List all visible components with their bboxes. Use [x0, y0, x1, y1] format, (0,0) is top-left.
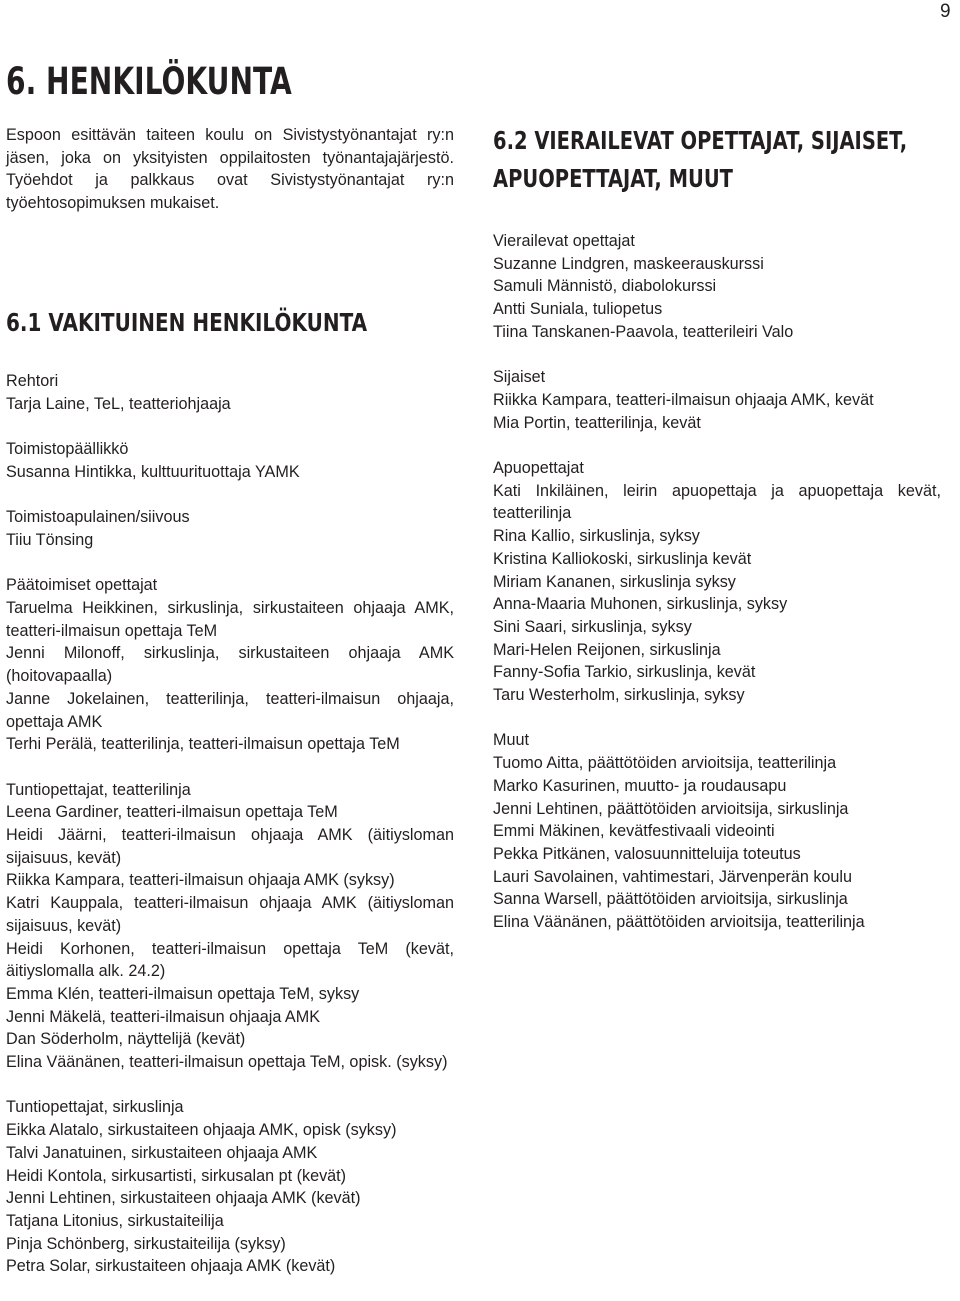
staff-entry: Rina Kallio, sirkuslinja, syksy: [493, 527, 700, 546]
staff-entry: Dan Söderholm, näyttelijä (kevät): [6, 1030, 246, 1049]
staff-entry: Pinja Schönberg, sirkustaiteilija (syksy): [6, 1234, 286, 1253]
staff-entry: Tiiu Tönsing: [6, 530, 94, 549]
permanent-staff-list: [6, 370, 454, 1301]
staff-entry: Heidi Korhonen, teatteri-ilmaisun opettaja TeM (kevät, äitiyslomalla alk. 24.2): [6, 939, 454, 981]
staff-entry: Taru Westerholm, sirkuslinja, syksy: [493, 686, 745, 705]
staff-entry: Katri Kauppala, teatteri-ilmaisun ohjaaja AMK (äitiysloman sijaisuus, kevät): [6, 894, 454, 935]
group-apuopettajat: [493, 457, 941, 707]
group-label: Toimistoapulainen/siivous: [6, 508, 190, 527]
section-heading-visiting-staff: 6.2 VIERAILEVAT OPETTAJAT, SIJAISET, APUOPETTAJAT, MUUT: [493, 126, 908, 193]
group-label: Apuopettajat: [493, 459, 584, 477]
group-tuntiopettajat-sirkus: [6, 1096, 454, 1278]
staff-entry: Jenni Lehtinen, päättötöiden arvioitsija, sirkuslinja: [493, 799, 849, 818]
group-label: Rehtori: [6, 372, 59, 390]
staff-entry: Sini Saari, sirkuslinja, syksy: [493, 617, 692, 636]
staff-entry: Kristina Kalliokoski, sirkuslinja kevät: [493, 549, 752, 568]
staff-entry: Susanna Hintikka, kulttuurituottaja YAMK: [6, 462, 300, 481]
staff-entry: Sanna Warsell, päättötöiden arvioitsija, sirkuslinja: [493, 890, 848, 909]
staff-entry: Mia Portin, teatterilinja, kevät: [493, 413, 701, 432]
staff-entry: Emmi Mäkinen, kevätfestivaali videointi: [493, 822, 775, 841]
intro-paragraph: Espoon esittävän taiteen koulu on Sivistystyönantajat ry:n jäsen, joka on yksityisten oppilaitosten työnantajajärjestö. Työehdot ja palkkaus ovat Sivistystyönantajat ry:n työehtosopimuksen mukaiset.: [6, 126, 454, 213]
staff-entry: Marko Kasurinen, muutto- ja roudausapu: [493, 776, 787, 795]
staff-entry: Samuli Männistö, diabolokurssi: [493, 277, 717, 296]
staff-entry: Petra Solar, sirkustaiteen ohjaaja AMK (kevät): [6, 1257, 336, 1276]
staff-entry: Antti Suniala, tuliopetus: [493, 300, 663, 319]
group-label: Vierailevat opettajat: [493, 232, 635, 250]
group-label: Muut: [493, 731, 529, 750]
page-number: 9: [940, 1, 951, 22]
staff-entry: Riikka Kampara, teatteri-ilmaisun ohjaaja AMK, kevät: [493, 390, 874, 409]
staff-entry: Janne Jokelainen, teatterilinja, teatteri-ilmaisun ohjaaja, opettaja AMK: [6, 689, 454, 731]
staff-entry: Elina Väänänen, teatteri-ilmaisun opettaja TeM, opisk. (syksy): [6, 1053, 448, 1072]
staff-entry: Tatjana Litonius, sirkustaiteilija: [6, 1211, 224, 1230]
staff-entry: Tuomo Aitta, päättötöiden arvioitsija, teatterilinja: [493, 754, 837, 773]
staff-entry: Terhi Perälä, teatterilinja, teatteri-ilmaisun opettaja TeM: [6, 735, 400, 754]
group-label: Sijaiset: [493, 368, 546, 387]
staff-entry: Jenni Milonoff, sirkuslinja, sirkustaiteen ohjaaja AMK (hoitovapaalla): [6, 644, 454, 686]
staff-entry: Talvi Janatuinen, sirkustaiteen ohjaaja AMK: [6, 1143, 318, 1162]
staff-entry: Mari-Helen Reijonen, sirkuslinja: [493, 640, 721, 659]
group-toimistopaallikko: [6, 438, 454, 483]
staff-entry: Heidi Jäärni, teatteri-ilmaisun ohjaaja AMK (äitiysloman sijaisuus, kevät): [6, 826, 454, 867]
staff-entry: Tarja Laine, TeL, teatteriohjaaja: [6, 394, 231, 413]
group-toimistoapulainen: [6, 506, 454, 551]
staff-entry: Jenni Mäkelä, teatteri-ilmaisun ohjaaja AMK: [6, 1007, 321, 1026]
staff-entry: Miriam Kananen, sirkuslinja syksy: [493, 572, 736, 591]
page-title: 6. HENKILÖKUNTA: [6, 60, 292, 103]
group-paatoimiset-opettajat: [6, 574, 454, 756]
group-label: Tuntiopettajat, teatterilinja: [6, 780, 191, 799]
group-vierailevat: [493, 230, 941, 344]
staff-entry: Elina Väänänen, päättötöiden arvioitsija, teatterilinja: [493, 913, 865, 932]
group-sijaiset: [493, 366, 941, 434]
group-muut: [493, 729, 941, 933]
staff-entry: Lauri Savolainen, vahtimestari, Järvenperän koulu: [493, 867, 853, 886]
visiting-staff-list: [493, 230, 941, 956]
staff-entry: Leena Gardiner, teatteri-ilmaisun opettaja TeM: [6, 803, 338, 822]
group-label: Tuntiopettajat, sirkuslinja: [6, 1098, 184, 1117]
staff-entry: Taruelma Heikkinen, sirkuslinja, sirkustaiteen ohjaaja AMK, teatteri-ilmaisun opettaja TeM: [6, 598, 454, 640]
section-heading-permanent-staff: 6.1 VAKITUINEN HENKILÖKUNTA: [6, 308, 368, 337]
group-label: Toimistopäällikkö: [6, 440, 129, 459]
staff-entry: Riikka Kampara, teatteri-ilmaisun ohjaaja AMK (syksy): [6, 871, 395, 890]
group-label: Päätoimiset opettajat: [6, 576, 158, 595]
staff-entry: Pekka Pitkänen, valosuunnitteluija toteutus: [493, 844, 801, 863]
staff-entry: Kati Inkiläinen, leirin apuopettaja ja apuopettaja kevät, teatterilinja: [493, 481, 941, 523]
staff-entry: Suzanne Lindgren, maskeerauskurssi: [493, 254, 764, 273]
group-rehtori: [6, 370, 454, 415]
staff-entry: Anna-Maaria Muhonen, sirkuslinja, syksy: [493, 595, 788, 614]
group-tuntiopettajat-teatteri: [6, 779, 454, 1074]
staff-entry: Tiina Tanskanen-Paavola, teatterileiri Valo: [493, 322, 794, 341]
staff-entry: Jenni Lehtinen, sirkustaiteen ohjaaja AMK (kevät): [6, 1189, 361, 1208]
staff-entry: Eikka Alatalo, sirkustaiteen ohjaaja AMK, opisk (syksy): [6, 1121, 397, 1140]
staff-entry: Heidi Kontola, sirkusartisti, sirkusalan pt (kevät): [6, 1166, 347, 1185]
staff-entry: Fanny-Sofia Tarkio, sirkuslinja, kevät: [493, 663, 756, 682]
staff-entry: Emma Klén, teatteri-ilmaisun opettaja TeM, syksy: [6, 984, 360, 1003]
